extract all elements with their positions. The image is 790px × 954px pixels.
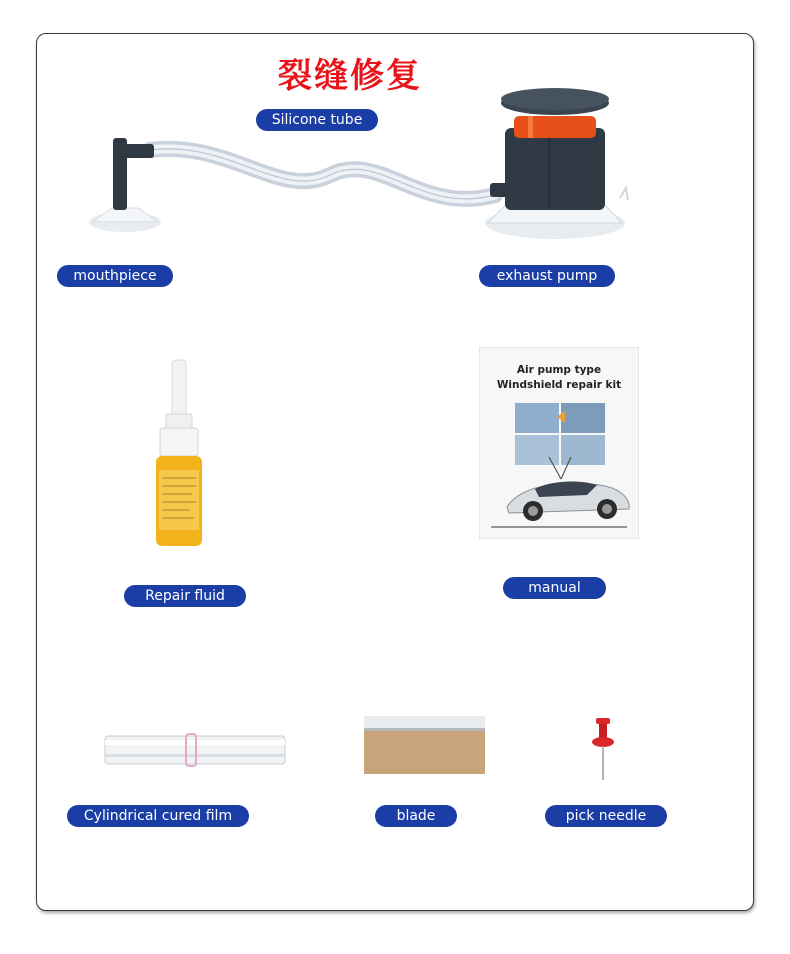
label-cured-film: Cylindrical cured film <box>67 805 249 827</box>
label-mouthpiece: mouthpiece <box>57 265 173 287</box>
label-silicone-tube: Silicone tube <box>256 109 378 131</box>
pick-needle-illustration <box>588 716 618 786</box>
manual-cover-title-line-1: Air pump type <box>516 364 602 376</box>
label-exhaust-pump: exhaust pump <box>479 265 615 287</box>
label-pick-needle: pick needle <box>545 805 667 827</box>
label-manual: manual <box>503 577 606 599</box>
blade-illustration <box>362 714 487 776</box>
page-title: 裂缝修复 <box>278 56 422 96</box>
manual-cover-title-line-2: Windshield repair kit <box>496 379 622 391</box>
label-blade: blade <box>375 805 457 827</box>
exhaust-pump-illustration <box>470 88 640 248</box>
cured-film-roll-illustration <box>100 730 290 770</box>
label-repair-fluid: Repair fluid <box>124 585 246 607</box>
mouthpiece-illustration <box>80 130 190 240</box>
repair-fluid-bottle-illustration <box>142 352 222 552</box>
